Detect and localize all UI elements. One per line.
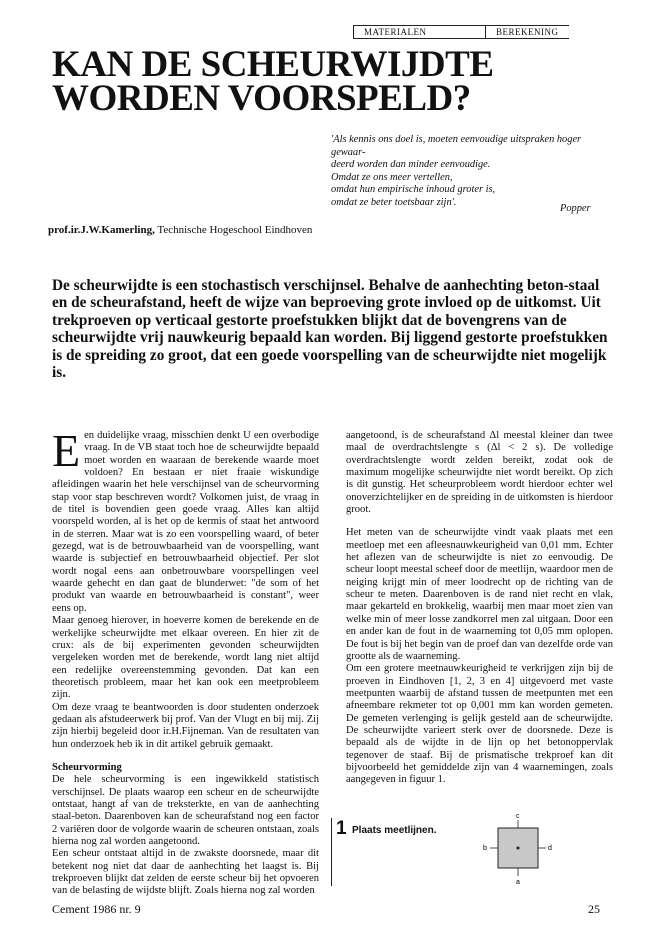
- quote-line: deerd worden dan minder eenvoudige.: [331, 159, 491, 171]
- label-a: a: [516, 879, 520, 886]
- title-line-2: WORDEN VOORSPELD?: [52, 78, 471, 119]
- page-number: 25: [588, 902, 600, 916]
- label-d: d: [548, 845, 552, 852]
- rebar-point: [517, 847, 520, 850]
- lead-paragraph: De scheurwijdte is een stochastisch verschijnsel. Behalve de aanhechting beton-staal en de scheurafstand, heeft de wijze van beproeving grote invloed op de uitkomst. Uit trekproeven op verticaal gestorte proefstukken blijkt dat de bovengrens van de scheurwijdte vrij nauwkeurig bepaald kan worden. Bij liggend gestorte proefstukken is de spreiding zo groot, dat een goede voorspelling van de scheurwijdte niet mogelijk is.: [52, 277, 608, 382]
- section-heading: Scheurvorming: [52, 761, 122, 773]
- paragraph: Een duidelijke vraag, misschien denkt U een overbodige vraag. In de VB staat toch hoe de scheurwijdte bepaald moet worden en waaraan de berekende waarde moet voldoen? En bestaan er niet fraaie wiskundige afleidingen waarin het hele verschijnsel van de scheurvorming stap voor stap beschreven wordt? Volkomen juist, de vraag in de titel is bovendien geen goede vraag. Alles kan altijd voorspeld worden, al is het op de kermis of staat het antwoord in de sterren. Maar wat is zo een voorspelling waard, of beter gezegd, wat is de betrouwbaarheid van de voorspelling, want waarde is subjectief en betrouwbaarheid objectief. Per slot wordt nogal eens aan onbetrouwbare voorspellingen veel waarde gehecht en dan gaat de blunderwet: "de som of het produkt van waarde en betrouwbaarheid is constant", weer eens op.: [52, 425, 319, 614]
- figure-number: 1: [336, 818, 347, 839]
- author-name: prof.ir.J.W.Kamerling,: [48, 224, 155, 236]
- author-line: [48, 224, 312, 236]
- tab-materialen: MATERIALEN: [353, 26, 484, 38]
- article-title: [52, 44, 494, 119]
- paragraph: De hele scheurvorming is een ingewikkeld statistisch verschijnsel. De plaats waarop een scheur en de scheurwijdte ontstaat, hangt af van de treksterkte, en van de aanhechting staal-beton. Daarenboven kan de scheurafstand nog een factor 2 variëren door de volgorde waarin de scheuren ontstaan, zoals hierna nog zal worden aangetoond.: [52, 774, 319, 847]
- title-line-1: KAN DE SCHEURWIJDTE: [52, 44, 494, 85]
- footer-publication: Cement 1986 nr. 9: [52, 902, 141, 916]
- body-column-right: [346, 430, 613, 787]
- paragraph: Om deze vraag te beantwoorden is door studenten onderzoek gedaan als afstudeerwerk bij prof. Van der Vlugt en bij mij. Zij zijn hierbij begeleid door ir.H.Fijneman. Van de resultaten van hun onderzoek heb ik in dit artikel gebruik gemaakt.: [52, 701, 319, 750]
- label-b: b: [483, 845, 487, 852]
- tab-berekening: BEREKENING: [485, 26, 580, 38]
- quote-author: Popper: [560, 203, 591, 214]
- epigraph-quote: [331, 134, 613, 210]
- measuring-lines-diagram: [478, 814, 568, 890]
- quote-line: omdat ze beter toetsbaar zijn'.: [331, 196, 457, 208]
- figure-caption: Plaats meetlijnen.: [352, 825, 437, 836]
- paragraph: Een scheur ontstaat altijd in de zwakste doorsnede, maar dit betekent nog niet dat daar de aanhechting het laagst is. Bij trekproeven blijkt dat zelden de eerste scheur bij het opvoeren van de belasting de wijdste blijft. Zoals hierna nog zal worden: [52, 848, 319, 897]
- body-column-left: [52, 425, 319, 898]
- paragraph: aangetoond, is de scheurafstand Δl meestal kleiner dan twee maal de overdrachtslengte s (Δl < 2 s). De volledige overdrachtslengte wordt zelden bereikt, zodat ook de maximum mogelijke scheurwijdte niet wordt bereikt. Op zich is dit gunstig. Het scheurprobleem wordt hierdoor echter wel onoverzichtelijker en de spreiding in de uitkomsten is hierdoor groot.: [346, 430, 613, 516]
- section-tabs: [353, 25, 569, 39]
- author-affiliation: Technische Hogeschool Eindhoven: [154, 224, 313, 236]
- paragraph: Om een grotere meetnauwkeurigheid te verkrijgen zijn bij de proeven in Eindhoven [1, 2, 3 en 4] uitgevoerd met vaste meetpunten waarbij de afstand tussen de meetpunten met een afneembare rekmeter tot op 0,001 mm kan worden gemeten. De gemeten verlenging is gelijk gesteld aan de scheurwijdte. De scheurwijdte varieert sterk over de doorsnede. Deze is bepaald als de wijdte in de lijn op het betonoppervlak tegenover de staaf. Bij de prismatische trekproef kan dit bijvoorbeeld het gemiddelde zijn van 4 waarnemingen, zoals aangegeven in figuur 1.: [346, 663, 613, 786]
- drop-cap: E: [52, 425, 81, 476]
- paragraph: Het meten van de scheurwijdte vindt vaak plaats met een meetloep met een afleesnauwkeurigheid van 0,01 mm. Echter het aflezen van de scheurwijdte is niet zo eenvoudig. De scheur loopt meestal scheef door de meetlijn, waardoor men de neiging krijgt min of meer loodrecht op de richting van de scheur te meten. Daarenboven is de rand niet recht en vlak, maar gekarteld en brokkelig, waarbij men maar moet zien van welke min of meer losse zandkorrel men zal uitgaan. Door een en ander kan de fout in de waarneming tot 0,05 mm oplopen. De fout is bij het begin van de proef dan van dezelfde orde van grootte als de waarneming.: [346, 527, 613, 662]
- quote-line: Omdat ze ons meer vertellen,: [331, 171, 453, 183]
- paragraph: Maar genoeg hierover, in hoeverre komen de berekende en de werkelijke scheurwijdte met elkaar overeen. En hier zit de crux: als de bij experimenten gevonden scheurwijdten vergeleken worden met de berekende, wordt lang niet altijd een redelijke overeenstemming gevonden. Dat kan een theoretisch probleem, maar het kan ook een meetprobleem zijn.: [52, 615, 319, 701]
- label-c: c: [516, 814, 520, 820]
- figure-1: [331, 814, 614, 886]
- quote-line: omdat hun empirische inhoud groter is,: [331, 184, 496, 196]
- quote-line: 'Als kennis ons doel is, moeten eenvoudige uitspraken hoger gewaar-: [331, 134, 582, 158]
